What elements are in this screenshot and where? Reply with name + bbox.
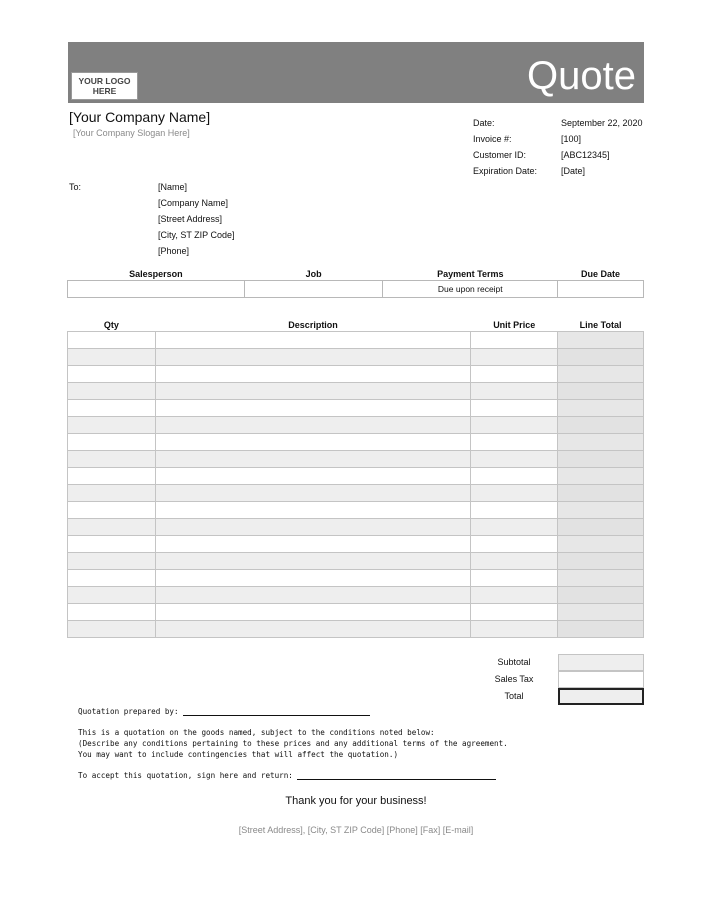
line-total-cell[interactable] [558, 535, 644, 552]
unit-price-cell[interactable] [471, 382, 558, 399]
description-cell[interactable] [155, 620, 470, 637]
description-cell[interactable] [155, 603, 470, 620]
description-cell[interactable] [155, 365, 470, 382]
description-cell[interactable] [155, 450, 470, 467]
qty-cell[interactable] [68, 620, 156, 637]
header-line-total: Line Total [579, 319, 622, 330]
qty-cell[interactable] [68, 569, 156, 586]
total-row [470, 688, 644, 705]
header-due-date: Due Date [581, 268, 621, 279]
recipient-street: [Street Address] [158, 214, 223, 224]
table-row [68, 416, 644, 433]
qty-cell[interactable] [68, 552, 156, 569]
unit-price-cell[interactable] [471, 603, 558, 620]
meta-invoice: Invoice #: [100] [473, 134, 582, 144]
qty-cell[interactable] [68, 467, 156, 484]
company-name: [Your Company Name] [69, 109, 211, 125]
table-row [68, 331, 644, 348]
line-total-cell[interactable] [558, 382, 644, 399]
accept-line: To accept this quotation, sign here and return: [78, 771, 496, 780]
table-row [68, 586, 644, 603]
line-total-cell[interactable] [558, 620, 644, 637]
sales-tax-label: Sales Tax [494, 674, 534, 684]
unit-price-cell[interactable] [471, 416, 558, 433]
header-qty: Qty [103, 319, 119, 330]
description-cell[interactable] [155, 467, 470, 484]
description-cell[interactable] [155, 416, 470, 433]
line-total-cell[interactable] [558, 399, 644, 416]
meta-date: Date: September 22, 2020 [473, 118, 643, 128]
header-job: Job [305, 268, 322, 279]
line-total-cell[interactable] [558, 331, 644, 348]
header-description: Description [288, 319, 338, 330]
description-cell[interactable] [155, 535, 470, 552]
line-total-cell[interactable] [558, 450, 644, 467]
table-row [68, 603, 644, 620]
table-row [68, 348, 644, 365]
qty-cell[interactable] [68, 603, 156, 620]
subtotal-label: Subtotal [497, 657, 531, 667]
line-total-cell[interactable] [558, 569, 644, 586]
table-row [68, 535, 644, 552]
conditions-line-1: This is a quotation on the goods named, subject to the conditions noted below: [78, 728, 435, 737]
unit-price-cell[interactable] [471, 450, 558, 467]
table-row [68, 382, 644, 399]
qty-cell[interactable] [68, 365, 156, 382]
document-title: Quote [527, 54, 636, 98]
unit-price-cell[interactable] [471, 569, 558, 586]
company-contact-footer: [Street Address], [City, ST ZIP Code] [Phone] [Fax] [E-mail] [238, 825, 474, 835]
prepared-by-signature-line[interactable] [183, 708, 370, 716]
description-cell[interactable] [155, 518, 470, 535]
table-row [68, 501, 644, 518]
unit-price-cell[interactable] [471, 586, 558, 603]
qty-cell[interactable] [68, 501, 156, 518]
total-value[interactable] [558, 688, 644, 705]
accept-signature-line[interactable] [297, 772, 496, 780]
description-cell[interactable] [155, 484, 470, 501]
company-slogan: [Your Company Slogan Here] [73, 128, 190, 138]
qty-cell[interactable] [68, 433, 156, 450]
unit-price-cell[interactable] [471, 433, 558, 450]
line-total-cell[interactable] [558, 348, 644, 365]
qty-cell[interactable] [68, 535, 156, 552]
table-row [68, 518, 644, 535]
description-cell[interactable] [155, 331, 470, 348]
line-total-cell[interactable] [558, 416, 644, 433]
description-cell[interactable] [155, 433, 470, 450]
table-row [68, 620, 644, 637]
unit-price-cell[interactable] [471, 348, 558, 365]
header-salesperson: Salesperson [129, 268, 183, 279]
description-cell[interactable] [155, 399, 470, 416]
qty-cell[interactable] [68, 399, 156, 416]
qty-cell[interactable] [68, 331, 156, 348]
logo-placeholder: YOUR LOGO HERE [71, 72, 138, 100]
line-total-cell[interactable] [558, 603, 644, 620]
description-cell[interactable] [155, 552, 470, 569]
line-total-cell[interactable] [558, 586, 644, 603]
prepared-by-line: Quotation prepared by: [78, 707, 370, 716]
unit-price-cell[interactable] [471, 620, 558, 637]
qty-cell[interactable] [68, 348, 156, 365]
qty-cell[interactable] [68, 518, 156, 535]
job-cell[interactable] [244, 280, 383, 297]
conditions-line-3: You may want to include contingencies that will affect the quotation.) [78, 750, 399, 759]
line-items-table [67, 319, 644, 638]
description-cell[interactable] [155, 586, 470, 603]
unit-price-cell[interactable] [471, 399, 558, 416]
subtotal-value[interactable] [558, 654, 644, 671]
line-total-cell[interactable] [558, 433, 644, 450]
salesperson-cell[interactable] [68, 280, 245, 297]
description-cell[interactable] [155, 348, 470, 365]
sales-tax-row [470, 671, 644, 688]
header-unit-price: Unit Price [493, 319, 536, 330]
meta-expiration: Expiration Date: [Date] [473, 166, 586, 176]
recipient-company: [Company Name] [158, 198, 229, 208]
qty-cell[interactable] [68, 586, 156, 603]
table-row [68, 552, 644, 569]
description-cell[interactable] [155, 569, 470, 586]
to-label: To: [69, 182, 82, 192]
unit-price-cell[interactable] [471, 552, 558, 569]
subtotal-row [470, 654, 644, 671]
recipient-city: [City, ST ZIP Code] [158, 230, 235, 240]
line-total-cell[interactable] [558, 467, 644, 484]
total-label: Total [504, 691, 524, 701]
table-row [68, 467, 644, 484]
line-total-cell[interactable] [558, 484, 644, 501]
unit-price-cell[interactable] [471, 518, 558, 535]
table-row [68, 484, 644, 501]
table-row [68, 365, 644, 382]
recipient-phone: [Phone] [158, 246, 190, 256]
description-cell[interactable] [155, 382, 470, 399]
conditions-line-2: (Describe any conditions pertaining to these prices and any additional terms of the agreement. [78, 739, 508, 748]
recipient-name: [Name] [158, 182, 188, 192]
table-row [68, 399, 644, 416]
qty-cell[interactable] [68, 382, 156, 399]
qty-cell[interactable] [68, 484, 156, 501]
description-cell[interactable] [155, 501, 470, 518]
header-payment-terms: Payment Terms [437, 268, 504, 279]
sales-tax-value[interactable] [558, 671, 644, 688]
table-row [68, 569, 644, 586]
meta-customer-id: Customer ID: [ABC12345] [473, 150, 610, 160]
unit-price-cell[interactable] [471, 365, 558, 382]
line-total-cell[interactable] [558, 501, 644, 518]
table-row [68, 450, 644, 467]
unit-price-cell[interactable] [471, 535, 558, 552]
line-total-cell[interactable] [558, 365, 644, 382]
recipient-address [158, 182, 235, 262]
qty-cell[interactable] [68, 416, 156, 433]
due-date-cell[interactable] [558, 280, 644, 297]
terms-table [67, 268, 644, 298]
line-total-cell[interactable] [558, 552, 644, 569]
unit-price-cell[interactable] [471, 501, 558, 518]
table-row [68, 433, 644, 450]
qty-cell[interactable] [68, 450, 156, 467]
line-total-cell[interactable] [558, 518, 644, 535]
unit-price-cell[interactable] [471, 467, 558, 484]
payment-terms-cell[interactable]: Due upon receipt [383, 280, 558, 297]
unit-price-cell[interactable] [471, 484, 558, 501]
thank-you-message: Thank you for your business! [285, 795, 427, 807]
unit-price-cell[interactable] [471, 331, 558, 348]
quote-meta [473, 115, 653, 179]
